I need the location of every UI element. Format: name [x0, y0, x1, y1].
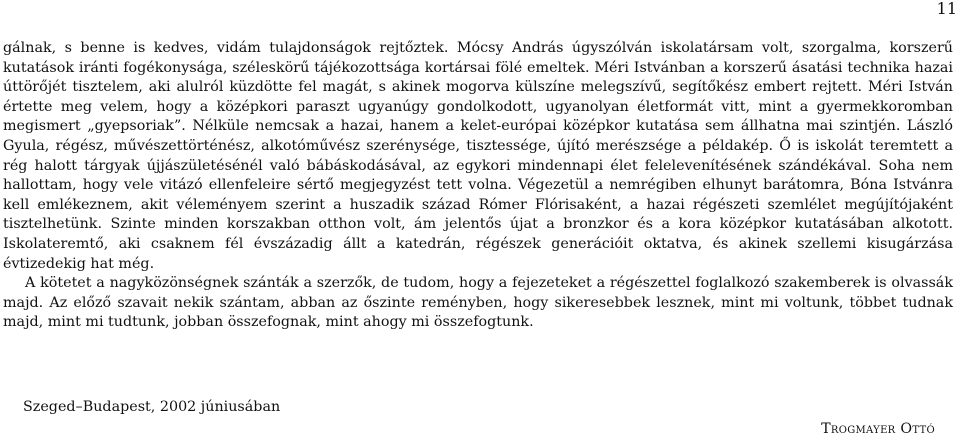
- paragraph-1: gálnak, s benne is kedves, vidám tulajdonságok rejtőztek. Mócsy András úgyszólván iskolatársam volt, szorgalma, korszerű kutatások iránti fogékonysága, széleskörű tájékozottsága kortársai fölé emeltek. Méri Istvánban a korszerű ásatási technika hazai úttörőjét tisztelem, aki alulról küzdötte fel magát, s akinek mogorva külszíne melegszívű, segítőkész embert rejtett. Méri István értette meg velem, hogy a középkori paraszt ugyanúgy gondolkodott, ugyanolyan életformát vitt, mint a gyermekkoromban megismert „gyepsoriak”. Nélküle nemcsak a hazai, hanem a kelet-európai középkor kutatása sem állhatna mai szintjén. László Gyula, régész, művészettörténész, alkotóművész szerénysége, tisztessége, újító merészsége a példakép. Ő is iskolát teremtett a rég halott tárgyak újjászületésénél való bábáskodásával, az egykori mindennapi élet felelevenítésének szándékával. Soha nem hallottam, hogy vele vitázó ellenfeleire sértő megjegyzést tett volna. Végezetül a nemrégiben elhunyt barátomra, Bóna Istvánra kell emlékeznem, akit véleményem szerint a huszadik század Rómer Flórisaként, a hazai régészeti szemlélet megújítójaként tisztelhetünk. Szinte minden korszakban otthon volt, ám jelentős újat a bronzkor és a kora középkor kutatásában alkotott. Iskolateremtő, aki csaknem fél évszázadig állt a katedrán, régészek generációit oktatva, és akinek szellemi kisugárzása évtizedekig hat még.: [3, 40, 953, 272]
- author-signature: Trogmayer Ottó: [821, 421, 935, 437]
- place-and-date: Szeged–Budapest, 2002 júniusában: [23, 399, 281, 415]
- page-number: 11: [936, 0, 957, 18]
- body-text: [3, 39, 953, 333]
- paragraph-2: A kötetet a nagyközönségnek szánták a szerzők, de tudom, hogy a fejezeteket a régészettel foglalkozó szakemberek is olvassák majd. Az előző szavait nekik szántam, abban az őszinte reményben, hogy sikeresebbek lesznek, mint mi voltunk, többet tudnak majd, mint mi tudtunk, jobban összefognak, mint ahogy mi összefogtunk.: [3, 275, 953, 331]
